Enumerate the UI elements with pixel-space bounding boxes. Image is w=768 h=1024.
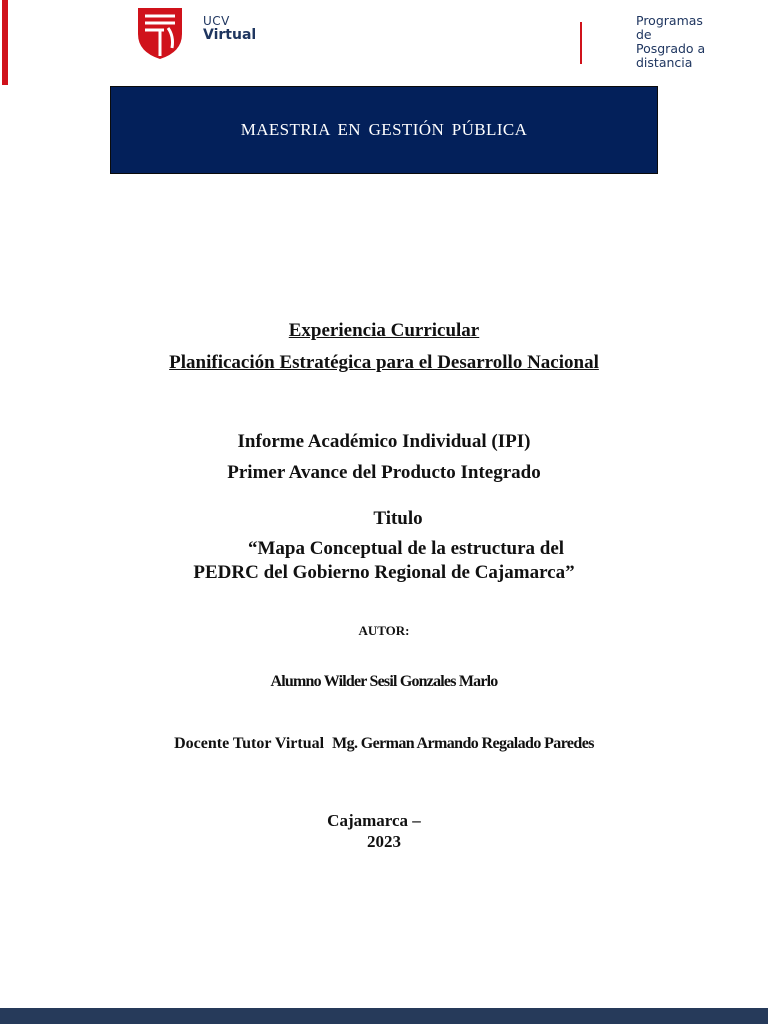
programas-posgrado-label [636, 13, 716, 70]
report-subtitle: Primer Avance del Producto Integrado [227, 462, 541, 483]
city-label: Cajamarca – [327, 811, 421, 830]
student-name: Alumno Wilder Sesil Gonzales Marlo [270, 673, 498, 690]
header-divider [580, 22, 582, 64]
titulo-label: Titulo [373, 508, 423, 529]
program-banner [110, 86, 658, 174]
logo-ucv-text: UCV [203, 14, 230, 28]
autor-label: AUTOR: [358, 623, 410, 638]
tutor-name: Mg. German Armando Regalado Paredes [332, 735, 594, 752]
experiencia-curricular-label: Experiencia Curricular [288, 320, 480, 341]
tutor-line [0, 735, 768, 753]
ucv-shield-logo-icon [136, 6, 184, 60]
report-type: Informe Académico Individual (IPI) [237, 431, 531, 452]
banner-title: MAESTRIA EN GESTIÓN PÚBLICA [240, 120, 528, 139]
year-label: 2023 [367, 832, 401, 851]
footer-bar [0, 1008, 768, 1024]
logo-virtual-text: Virtual [203, 27, 257, 43]
tutor-label: Docente Tutor Virtual [174, 735, 325, 752]
ucv-virtual-logo-text [203, 14, 256, 42]
left-accent-bar [2, 0, 8, 85]
title-line-2: PEDRC del Gobierno Regional de Cajamarca” [193, 562, 575, 583]
course-name: Planificación Estratégica para el Desarrollo Nacional [169, 352, 599, 373]
programas-posgrado-text: Programas de Posgrado a distancia [636, 13, 706, 70]
title-line-1: “Mapa Conceptual de la estructura del [247, 538, 565, 559]
